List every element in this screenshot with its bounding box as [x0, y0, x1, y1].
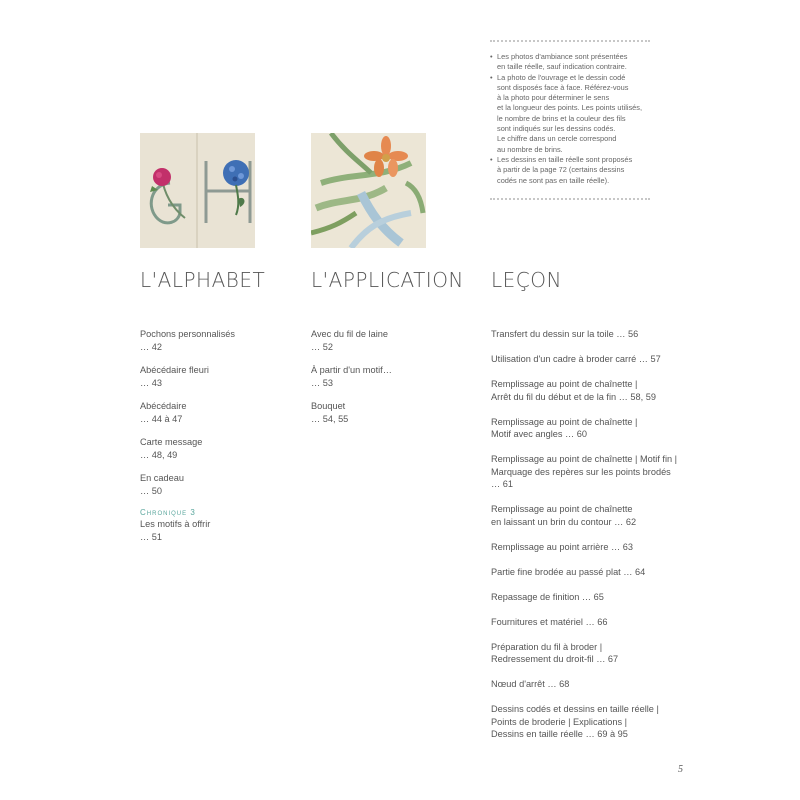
chronique-label: Chronique 3	[140, 508, 196, 517]
alphabet-toc	[140, 328, 300, 554]
toc-entry[interactable]: Remplissage au point de chaînette | Arrêt du fil du début et de la fin … 58, 59	[491, 379, 656, 402]
toc-entry[interactable]: Bouquet … 54, 55	[311, 401, 349, 424]
application-toc	[311, 328, 471, 436]
page-number: 5	[678, 764, 683, 775]
alphabet-heading: L'ALPHABET	[140, 268, 266, 292]
toc-entry[interactable]: Remplissage au point de chaînette en laissant un brin du contour … 62	[491, 504, 637, 527]
toc-entry[interactable]: Abécédaire fleuri … 43	[140, 365, 209, 388]
toc-entry[interactable]: Dessins codés et dessins en taille réelle | Points de broderie | Explications | Dessins en taille réelle … 69 à 95	[491, 704, 659, 739]
toc-entry[interactable]: Remplissage au point de chaînette | Motif fin | Marquage des repères sur les points brodés … 61	[491, 454, 678, 489]
toc-entry[interactable]: Remplissage au point arrière … 63	[491, 541, 633, 552]
note-item: • Les photos d'ambiance sont présentées en taille réelle, sauf indication contraire.	[490, 52, 665, 73]
toc-entry[interactable]: Transfert du dessin sur la toile … 56	[491, 329, 639, 339]
toc-entry[interactable]: Abécédaire … 44 à 47	[140, 401, 187, 424]
top-dotted-divider	[490, 40, 650, 42]
toc-entry[interactable]: Avec du fil de laine … 52	[311, 329, 388, 352]
lecon-heading: LEÇON	[491, 268, 562, 292]
note-item: • Les dessins en taille réelle sont proposés à partir de la page 72 (certains dessins codés ne sont pas en taille réelle).	[490, 155, 665, 186]
alphabet-thumbnail	[140, 133, 255, 248]
toc-entry[interactable]: Remplissage au point de chaînette | Motif avec angles … 60	[491, 416, 638, 439]
toc-entry[interactable]: Nœud d'arrêt … 68	[491, 679, 570, 689]
toc-entry[interactable]: Préparation du fil à broder | Redressement du droit-fil … 67	[491, 641, 619, 664]
application-heading: L'APPLICATION	[311, 268, 464, 292]
toc-entry[interactable]: Repassage de finition … 65	[491, 591, 604, 602]
toc-entry[interactable]: À partir d'un motif… … 53	[311, 365, 392, 388]
application-thumbnail	[311, 133, 426, 248]
toc-entry[interactable]: Les motifs à offrir … 51	[140, 519, 211, 542]
toc-entry[interactable]: Partie fine brodée au passé plat … 64	[491, 566, 646, 577]
toc-entry[interactable]: En cadeau … 50	[140, 473, 184, 496]
toc-entry[interactable]: Carte message … 48, 49	[140, 437, 203, 460]
bottom-dotted-divider	[490, 198, 650, 200]
toc-entry[interactable]: Utilisation d'un cadre à broder carré … 57	[491, 354, 661, 364]
note-item: • La photo de l'ouvrage et le dessin codé sont disposés face à face. Référez-vous à la photo pour déterminer le sens et la longueur des points. Les points utilisés, le nombre de brins et la couleur des fils sont indiqués sur les dessins codés. Le chiffre dans un cercle correspond au nombre de brins.	[490, 73, 665, 155]
notes-list	[490, 52, 665, 186]
lecon-toc	[491, 328, 691, 753]
notes-box	[490, 40, 665, 200]
toc-entry[interactable]: Pochons personnalisés … 42	[140, 329, 235, 352]
toc-entry[interactable]: Fournitures et matériel … 66	[491, 616, 608, 627]
